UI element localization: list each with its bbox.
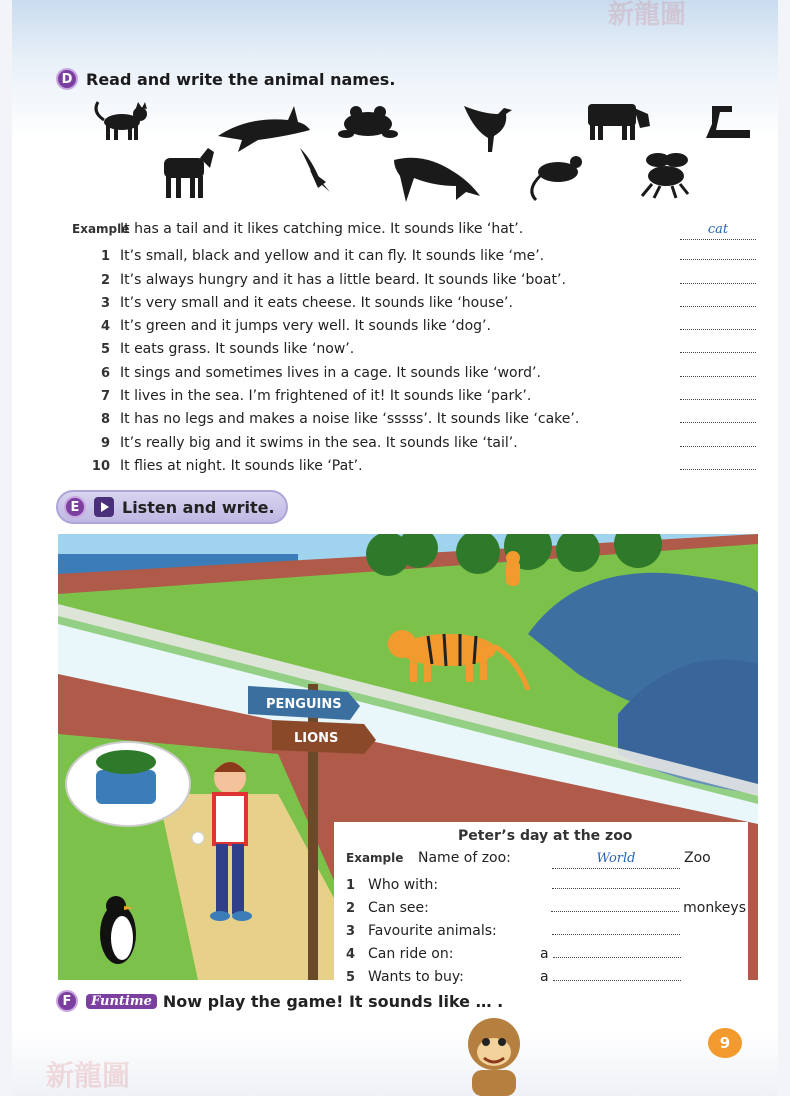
cow-silhouette-icon [588, 104, 650, 140]
question-text: It flies at night. It sounds like ‘Pat’. [120, 457, 363, 474]
question-number: 2 [100, 272, 110, 288]
answer-field[interactable] [680, 314, 756, 330]
answer-field[interactable] [680, 291, 756, 307]
answer-field[interactable] [680, 384, 756, 400]
question-number: 7 [100, 389, 110, 405]
section-letter-d: D [56, 68, 78, 90]
card-row [346, 942, 746, 962]
animal-silhouettes [90, 96, 770, 208]
question-text: It’s green and it jumps very well. It sounds like ‘dog’. [120, 318, 491, 335]
question-row [72, 268, 762, 291]
question-number: Example [72, 222, 130, 236]
card-row-number: 5 [346, 970, 356, 985]
watermark-bottom: 新龍圖 [46, 1059, 131, 1092]
worksheet-page [12, 0, 778, 1096]
card-row-label: Who with: [368, 877, 439, 893]
section-f-title: Now play the game! It sounds like … . [162, 991, 504, 1011]
question-row [72, 454, 762, 477]
card-row-prefix: a [540, 969, 549, 985]
whale-silhouette-icon [394, 158, 480, 202]
card-answer-field[interactable]: World [552, 853, 680, 869]
shark-silhouette-icon [218, 106, 310, 152]
section-e-title: Listen and write. [122, 497, 275, 517]
question-number: 6 [100, 365, 110, 381]
question-text: It lives in the sea. I’m frightened of it! It sounds like ‘park’. [120, 388, 532, 405]
card-title: Peter’s day at the zoo [458, 828, 633, 844]
question-text: It’s small, black and yellow and it can fly. It sounds like ‘me’. [120, 248, 545, 265]
question-row [72, 291, 762, 314]
answer-field[interactable] [680, 431, 756, 447]
card-row [346, 873, 746, 893]
card-row-number: 1 [346, 878, 356, 893]
card-answer-field[interactable] [553, 942, 681, 958]
question-row [72, 361, 762, 384]
card-row-number: 4 [346, 947, 356, 962]
card-row-label: Favourite animals: [368, 923, 497, 939]
question-number: 5 [100, 342, 110, 358]
question-row [72, 384, 762, 407]
section-f-heading [56, 990, 503, 1012]
question-text: It sings and sometimes lives in a cage. It sounds like ‘word’. [120, 364, 541, 381]
frog-silhouette-icon [338, 106, 398, 138]
answer-field[interactable]: cat [680, 224, 756, 240]
card-row-label: Can ride on: [368, 946, 454, 962]
card-row [346, 965, 746, 985]
goat-silhouette-icon [164, 148, 214, 198]
section-e-heading [56, 490, 288, 524]
card-answer-field[interactable] [553, 965, 681, 981]
question-text: It has no legs and makes a noise like ‘sssss’. It sounds like ‘cake’. [120, 411, 580, 428]
card-row-number: 2 [346, 901, 356, 916]
card-row-number: 3 [346, 924, 356, 939]
card-row-suffix: Zoo [684, 850, 711, 866]
tiger-small-icon [506, 551, 520, 586]
monkey-icon [452, 1010, 536, 1096]
question-number: 8 [100, 412, 110, 428]
question-text: It’s really big and it swims in the sea. It sounds like ‘tail’. [120, 434, 518, 451]
bird-silhouette-icon [464, 106, 512, 152]
answer-field[interactable] [680, 268, 756, 284]
question-number: 9 [100, 435, 110, 451]
audio-play-icon[interactable] [94, 497, 114, 517]
answer-field[interactable] [680, 407, 756, 423]
card-row [346, 896, 746, 916]
question-list [72, 221, 762, 477]
mouse-silhouette-icon [532, 156, 582, 200]
section-d-title: Read and write the animal names. [86, 69, 396, 89]
question-row [72, 314, 762, 337]
answer-field[interactable] [680, 337, 756, 353]
snake-silhouette-icon [706, 106, 750, 138]
card-row-number: Example [346, 851, 404, 865]
answer-field[interactable] [680, 244, 756, 260]
question-number: 1 [100, 249, 110, 265]
watermark-top: 新龍圖 [608, 0, 687, 30]
section-letter-f: F [56, 990, 78, 1012]
question-row [72, 244, 762, 267]
lions-sign-label: LIONS [294, 731, 339, 746]
bat-silhouette-icon [300, 148, 330, 192]
card-row [346, 919, 746, 939]
question-text: It eats grass. It sounds like ‘now’. [120, 341, 355, 358]
answer-field[interactable] [680, 454, 756, 470]
card-row-label: Wants to buy: [368, 969, 464, 985]
section-d-heading [56, 68, 395, 90]
question-row [72, 407, 762, 430]
card-answer-field[interactable] [552, 873, 680, 889]
question-number: 4 [100, 319, 110, 335]
bee-silhouette-icon [642, 153, 688, 198]
page-number: 9 [708, 1028, 742, 1058]
card-answer-field[interactable] [552, 919, 680, 935]
question-number: 10 [91, 458, 110, 474]
question-text: It’s always hungry and it has a little beard. It sounds like ‘boat’. [120, 271, 566, 288]
card-row [346, 850, 746, 869]
funtime-badge: Funtime [86, 994, 157, 1009]
section-letter-e: E [64, 496, 86, 518]
question-number: 3 [100, 295, 110, 311]
card-row-suffix: monkeys [683, 900, 746, 916]
card-row-label: Name of zoo: [418, 850, 511, 866]
question-row [72, 221, 762, 244]
cat-silhouette-icon [96, 102, 147, 140]
question-text: It has a tail and it likes catching mice. It sounds like ‘hat’. [120, 221, 524, 237]
question-row [72, 431, 762, 454]
question-text: It’s very small and it eats cheese. It sounds like ‘house’. [120, 294, 513, 311]
card-answer-field[interactable] [551, 896, 679, 912]
answer-field[interactable] [680, 361, 756, 377]
peters-day-card [334, 822, 748, 984]
question-row [72, 337, 762, 360]
card-row-prefix: a [540, 946, 549, 962]
card-row-label: Can see: [367, 900, 429, 916]
penguins-sign-label: PENGUINS [266, 697, 342, 712]
